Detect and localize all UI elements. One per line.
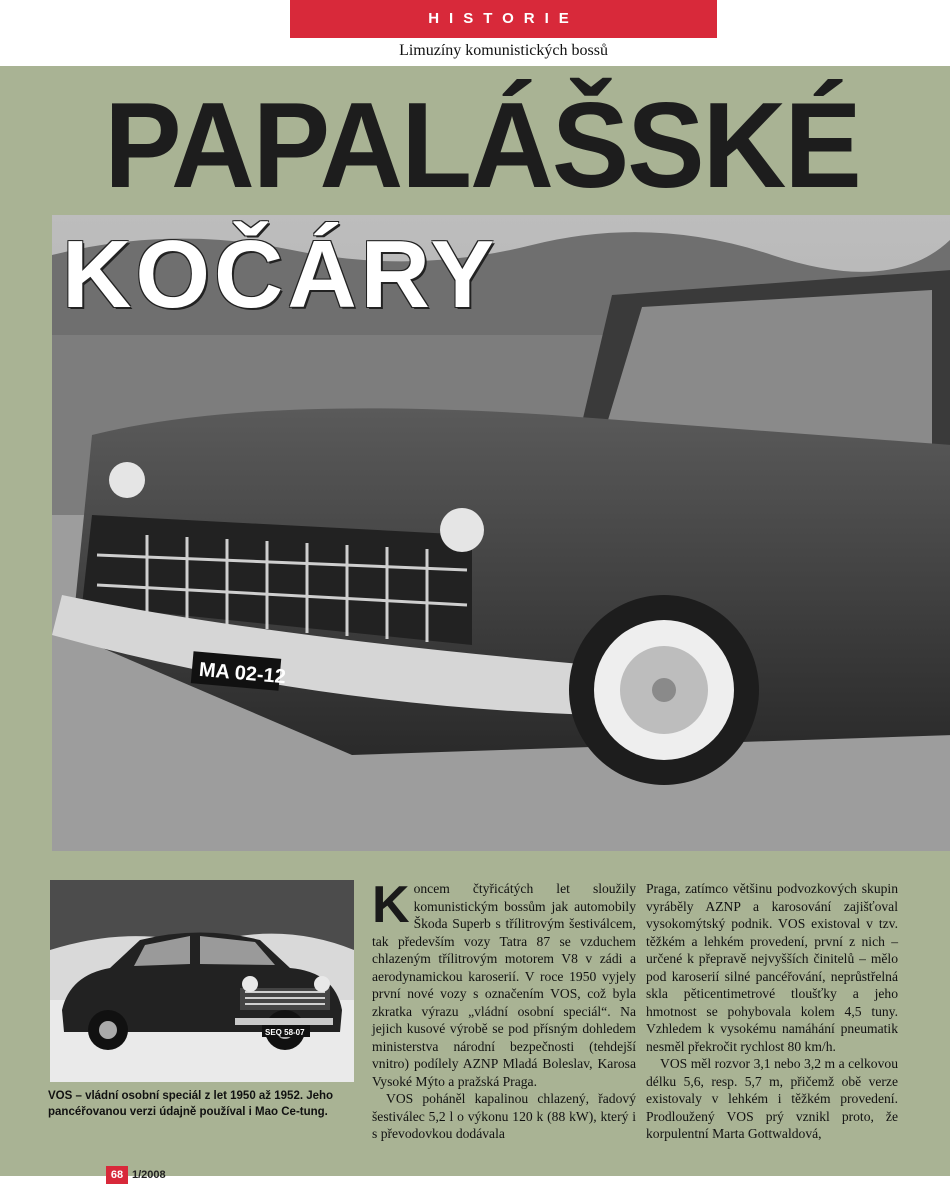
photo-caption: VOS – vládní osobní speciál z let 1950 až 1952. Jeho pancéřovanou verzi údajně používal i Mao Ce-tung. bbox=[48, 1090, 334, 1118]
issue-number: 1/2008 bbox=[132, 1169, 166, 1181]
headline-line-2: KOČÁRY bbox=[62, 221, 499, 328]
license-plate-small: SEQ 58-07 bbox=[265, 1028, 305, 1037]
small-car-photo bbox=[50, 880, 354, 1082]
article-paragraph: Praga, zatímco většinu podvozkových skupin vyráběly AZNP a karosování zajišťoval vysokomýtský podnik. VOS existoval v tzv. těžkém a lehkém provedení, první z nich – určené k přepravě nejvyšších činitelů – mělo pod karoserií silné pancéřování, neprůstřelná skla pěticentimetrové tloušťky a jeho hmotnost se pohybovala kolem 4,5 tuny. Vzhledem k vysokému namáhání pneumatik nesměl překročit rychlost 80 km/h. bbox=[646, 881, 898, 1054]
paragraph-text: oncem čtyřicátých let sloužily komunistickým bossům jak automobily Škoda Superb s třílitrovým šestiválcem, tak především vozy Tatra 87 se vzduchem chlazeným třílitrovým motorem V8 v zádi a aerodynamickou karoserií. V roce 1950 vyjely první nové vozy s označením VOS, což byla zkratka výrazu „vládní osobní speciál“. Na jejich kusové výrobě se pod přísným dohledem ministerstva národní bezpečnosti (tehdejší vnitro) podílely AZNP Mladá Boleslav, Karosa Vysoké Mýto a pražská Praga. bbox=[372, 881, 636, 1089]
article-paragraph: VOS měl rozvor 3,1 nebo 3,2 m a celkovou délku 5,6, resp. 5,7 m, přičemž obě verze existovaly v lehkém i těžkém provedení. Prodloužený VOS prý vznikl proto, že korpulentní Marta Gottwaldová, bbox=[646, 1056, 898, 1141]
license-plate-main: MA 02-12 bbox=[198, 658, 287, 689]
page-number: 68 bbox=[106, 1166, 128, 1184]
article-paragraph: VOS poháněl kapalinou chlazený, řadový šestiválec 5,2 l o výkonu 120 k (88 kW), který i s převodovkou dodávala bbox=[372, 1091, 636, 1141]
headline-line-1: PAPALÁŠSKÉ bbox=[104, 76, 860, 214]
article-column-2 bbox=[646, 880, 898, 1143]
drop-cap: K bbox=[372, 876, 410, 934]
section-label: HISTORIE bbox=[290, 0, 717, 38]
vos-car-illustration bbox=[50, 880, 354, 1082]
article-paragraph bbox=[372, 876, 636, 1090]
kicker: Limuzíny komunistických bossů bbox=[399, 42, 608, 59]
article-column-1 bbox=[372, 876, 636, 1143]
